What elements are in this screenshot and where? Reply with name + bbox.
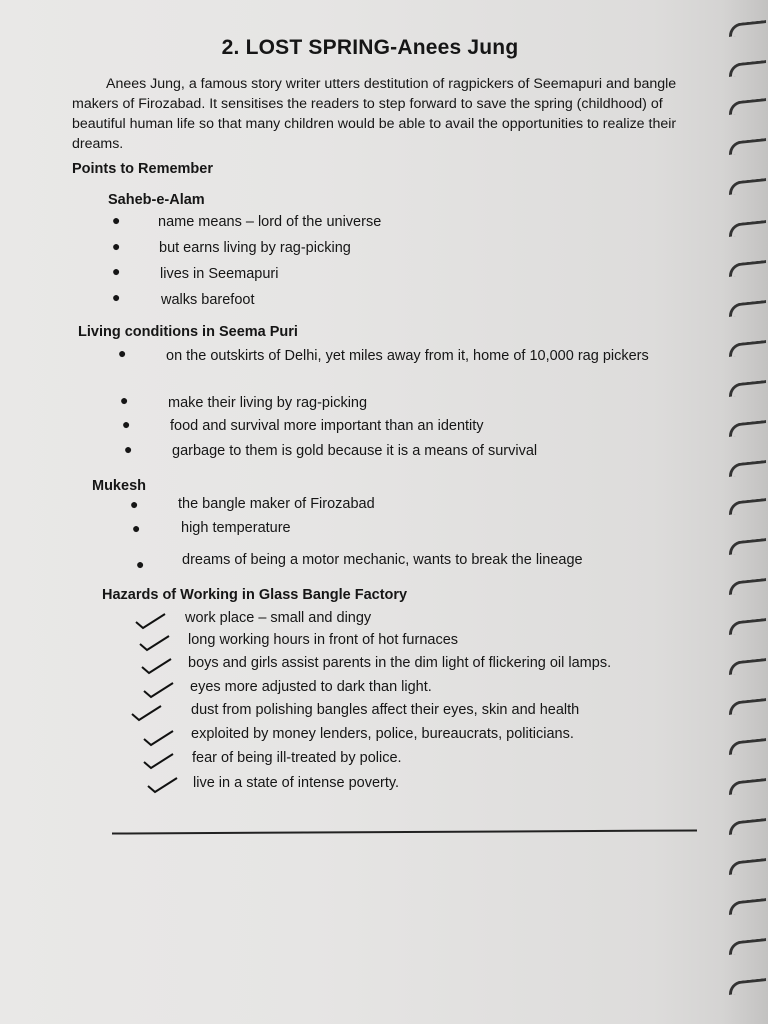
list-item: make their living by rag-picking	[168, 395, 368, 411]
bullet-icon: ●	[122, 416, 131, 432]
bullet-icon: ●	[132, 520, 141, 536]
mukesh-heading: Mukesh	[92, 478, 146, 494]
checkmark-icon	[140, 657, 174, 675]
list-item: long working hours in front of hot furnaces	[188, 632, 459, 648]
bullet-icon: ●	[112, 212, 121, 228]
points-heading: Points to Remember	[72, 161, 213, 177]
list-item: high temperature	[181, 520, 291, 536]
checkmark-icon	[142, 681, 176, 699]
section-divider	[112, 829, 697, 834]
bullet-icon: ●	[118, 345, 127, 361]
page-title: 2. LOST SPRING-Anees Jung	[221, 36, 519, 59]
bullet-icon: ●	[112, 289, 121, 305]
list-item: work place – small and dingy	[185, 610, 372, 626]
bullet-icon: ●	[112, 263, 121, 279]
list-item: the bangle maker of Firozabad	[178, 496, 375, 512]
list-item: fear of being ill-treated by police.	[192, 750, 402, 766]
list-item: garbage to them is gold because it is a means of survival	[172, 443, 538, 459]
list-item: boys and girls assist parents in the dim light of flickering oil lamps.	[188, 655, 612, 671]
bullet-icon: ●	[120, 392, 129, 408]
list-item: walks barefoot	[161, 292, 255, 308]
checkmark-icon	[130, 704, 164, 722]
checkmark-icon	[142, 729, 176, 747]
checkmark-icon	[142, 752, 176, 770]
list-item: exploited by money lenders, police, bureaucrats, politicians.	[191, 726, 574, 742]
bullet-icon: ●	[124, 441, 133, 457]
list-item: eyes more adjusted to dark than light.	[190, 679, 432, 695]
bullet-icon: ●	[112, 238, 121, 254]
list-item: but earns living by rag-picking	[159, 240, 351, 256]
list-item: name means – lord of the universe	[158, 214, 382, 230]
intro-paragraph	[72, 74, 682, 154]
saheb-heading: Saheb-e-Alam	[108, 192, 205, 208]
checkmark-icon	[138, 634, 172, 652]
list-item: live in a state of intense poverty.	[193, 775, 400, 791]
intro-text: Anees Jung, a famous story writer utters destitution of ragpickers of Seemapuri and bangle makers of Firozabad. It sensitises the readers to step forward to save the spring (childhood) of beautiful human life so that many children would be able to avail the opportunities to realize their dreams.	[72, 76, 677, 152]
bullet-icon: ●	[130, 496, 139, 512]
checkmark-icon	[134, 612, 168, 630]
checkmark-icon	[146, 776, 180, 794]
list-item: lives in Seemapuri	[160, 266, 279, 282]
living-heading: Living conditions in Seema Puri	[78, 324, 298, 340]
list-item: food and survival more important than an identity	[170, 418, 484, 434]
list-item: dreams of being a motor mechanic, wants to break the lineage	[182, 552, 583, 568]
list-item: on the outskirts of Delhi, yet miles away from it, home of 10,000 rag pickers	[166, 348, 649, 364]
bullet-icon: ●	[136, 556, 145, 572]
hazards-heading: Hazards of Working in Glass Bangle Factory	[102, 587, 408, 603]
list-item: dust from polishing bangles affect their eyes, skin and health	[191, 702, 580, 718]
